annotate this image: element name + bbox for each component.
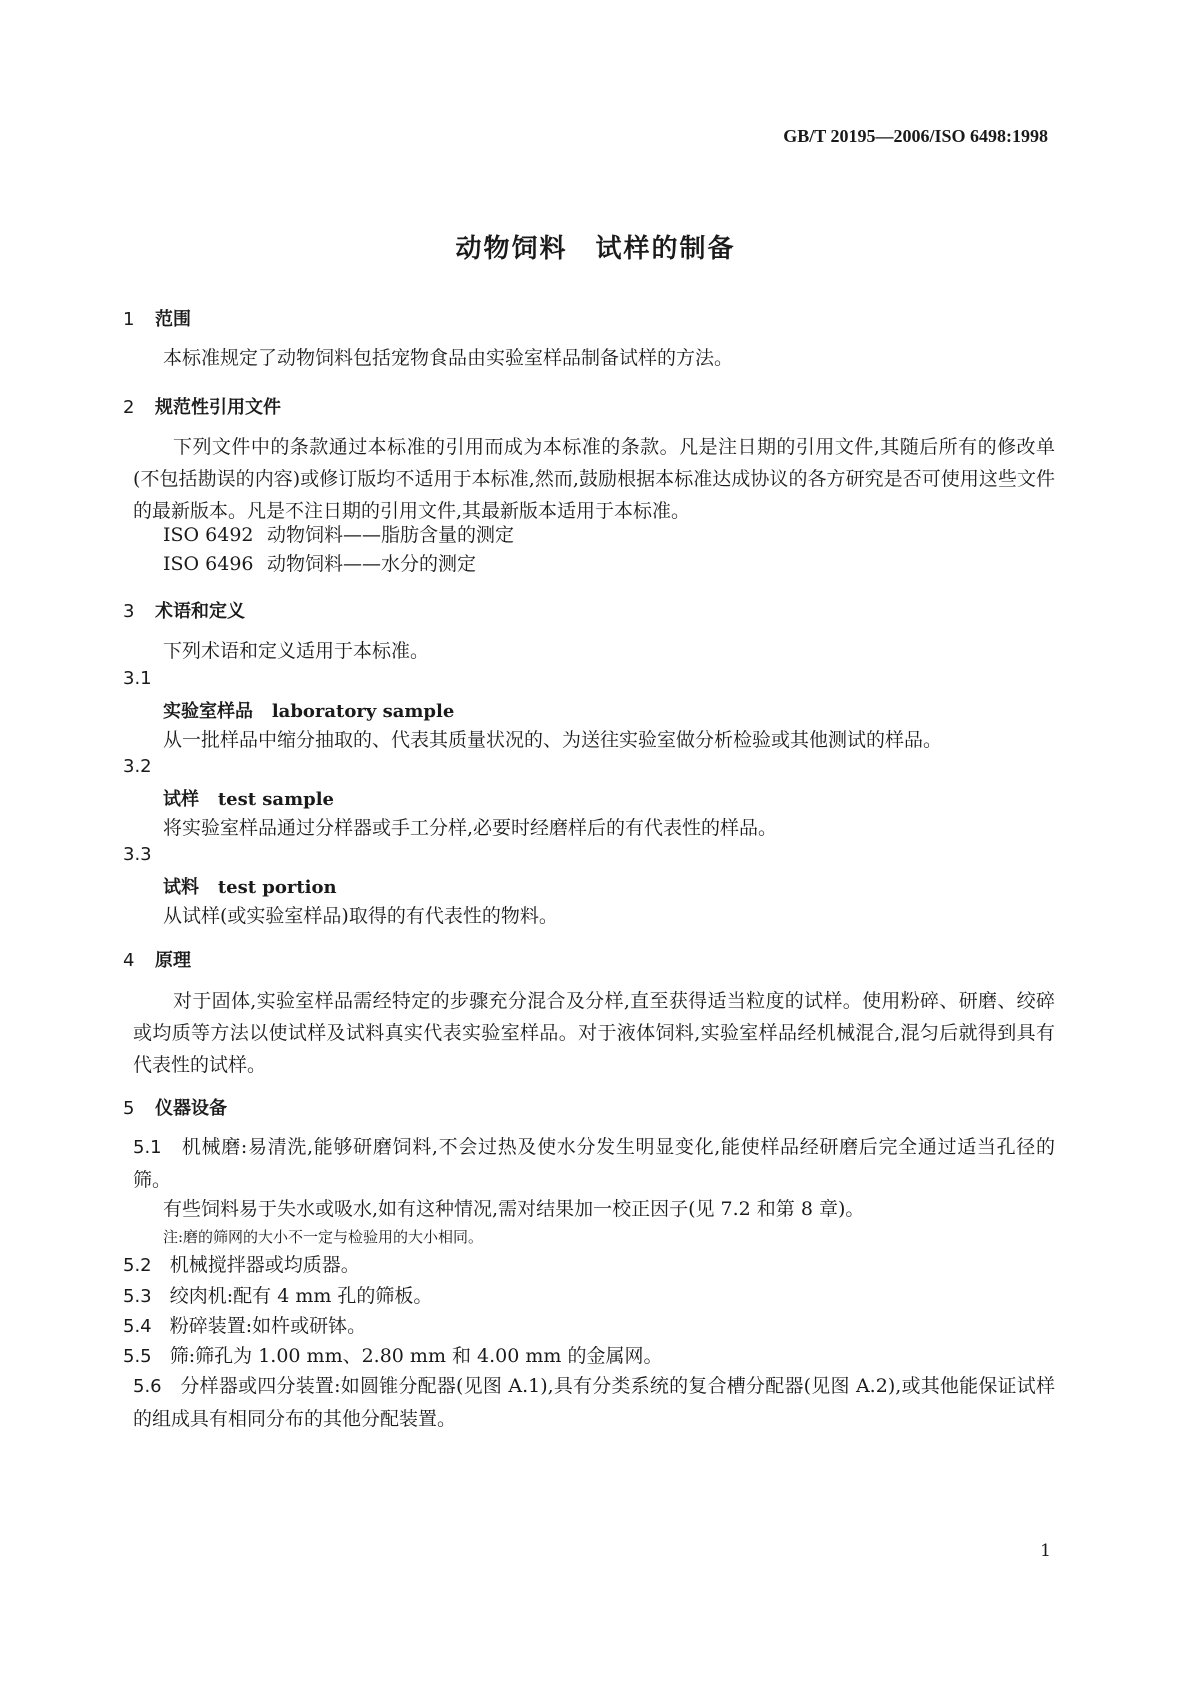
item-number: 5.5 — [123, 1346, 152, 1367]
term-heading — [163, 697, 454, 723]
item-text: 机械磨:易清洗,能够研磨饲料,不会过热及使水分发生明显变化,能使样品经研磨后完全通过适当孔径的筛。 — [133, 1136, 1055, 1191]
section-title: 术语和定义 — [155, 601, 245, 622]
item-number: 5.4 — [123, 1316, 152, 1337]
section-number: 4 — [123, 950, 135, 971]
section-number: 5 — [123, 1098, 135, 1119]
standard-code: GB/T 20195—2006/ISO 6498:1998 — [783, 126, 1048, 146]
term-heading — [163, 873, 337, 899]
reference-item — [163, 520, 514, 551]
term-definition: 将实验室样品通过分样器或手工分样,必要时经磨样后的有代表性的样品。 — [163, 817, 778, 839]
item-text: 分样器或四分装置:如圆锥分配器(见图 A.1),具有分类系统的复合槽分配器(见图 A.2),或其他能保证试样的组成具有相同分布的其他分配装置。 — [133, 1375, 1055, 1430]
section-title: 规范性引用文件 — [155, 397, 281, 418]
term-chinese: 试料 — [163, 877, 199, 898]
section-title: 仪器设备 — [155, 1098, 227, 1119]
reference-code: ISO 6492 — [163, 524, 254, 546]
term-definition: 从试样(或实验室样品)取得的有代表性的物料。 — [163, 905, 558, 927]
item-5-4 — [123, 1311, 366, 1342]
section-3-heading — [123, 597, 245, 623]
reference-code: ISO 6496 — [163, 553, 254, 575]
item-text: 绞肉机:配有 4 mm 孔的筛板。 — [169, 1285, 433, 1307]
term-number: 3.3 — [123, 844, 152, 865]
section-1-text: 本标准规定了动物饲料包括宠物食品由实验室样品制备试样的方法。 — [163, 347, 734, 369]
item-5-1 — [133, 1131, 1055, 1196]
term-english: test sample — [217, 789, 335, 810]
term-english: test portion — [217, 877, 337, 898]
section-title: 原理 — [155, 950, 191, 971]
term-chinese: 试样 — [163, 789, 199, 810]
section-2-paragraph — [133, 431, 1055, 527]
item-text: 粉碎装置:如杵或研钵。 — [169, 1315, 367, 1337]
item-5-1-extra: 有些饲料易于失水或吸水,如有这种情况,需对结果加一校正因子(见 7.2 和第 8 章)。 — [163, 1198, 865, 1220]
section-5-heading — [123, 1094, 227, 1120]
section-number: 1 — [123, 309, 135, 330]
section-1-heading — [123, 305, 191, 331]
item-number: 5.6 — [133, 1376, 162, 1397]
section-number: 2 — [123, 397, 135, 418]
paragraph-text: 对于固体,实验室样品需经特定的步骤充分混合及分样,直至获得适当粒度的试样。使用粉碎、研磨、绞碎或均质等方法以使试样及试料真实代表实验室样品。对于液体饲料,实验室样品经机械混合,混匀后就得到具有代表性的试样。 — [133, 990, 1055, 1076]
term-number: 3.2 — [123, 756, 152, 777]
paragraph-text: 下列文件中的条款通过本标准的引用而成为本标准的条款。凡是注日期的引用文件,其随后所有的修改单(不包括勘误的内容)或修订版均不适用于本标准,然而,鼓励根据本标准达成协议的各方研究是否可使用这些文件的最新版本。凡是不注日期的引用文件,其最新版本适用于本标准。 — [133, 436, 1055, 522]
section-2-heading — [123, 393, 281, 419]
term-number: 3.1 — [123, 668, 152, 689]
item-number: 5.1 — [133, 1137, 162, 1158]
item-5-2 — [123, 1250, 360, 1281]
item-text: 机械搅拌器或均质器。 — [169, 1254, 360, 1276]
term-english: laboratory sample — [271, 701, 455, 722]
section-3-intro: 下列术语和定义适用于本标准。 — [163, 640, 430, 662]
item-5-6 — [133, 1370, 1055, 1435]
section-title: 范围 — [155, 309, 191, 330]
item-5-5 — [123, 1341, 662, 1372]
reference-item — [163, 549, 476, 580]
item-number: 5.3 — [123, 1286, 152, 1307]
item-number: 5.2 — [123, 1255, 152, 1276]
item-5-1-note: 注:磨的筛网的大小不一定与检验用的大小相同。 — [163, 1228, 484, 1246]
section-4-heading — [123, 946, 191, 972]
page-number: 1 — [1040, 1541, 1051, 1561]
item-5-3 — [123, 1281, 432, 1312]
term-chinese: 实验室样品 — [163, 701, 253, 722]
section-number: 3 — [123, 601, 135, 622]
term-heading — [163, 785, 334, 811]
reference-title: 动物饲料——水分的测定 — [267, 553, 477, 575]
document-title: 动物饲料 试样的制备 — [455, 234, 736, 264]
term-definition: 从一批样品中缩分抽取的、代表其质量状况的、为送往实验室做分析检验或其他测试的样品。 — [163, 729, 943, 751]
item-text: 筛:筛孔为 1.00 mm、2.80 mm 和 4.00 mm 的金属网。 — [169, 1345, 663, 1367]
section-4-paragraph — [133, 985, 1055, 1081]
reference-title: 动物饲料——脂肪含量的测定 — [267, 524, 515, 546]
